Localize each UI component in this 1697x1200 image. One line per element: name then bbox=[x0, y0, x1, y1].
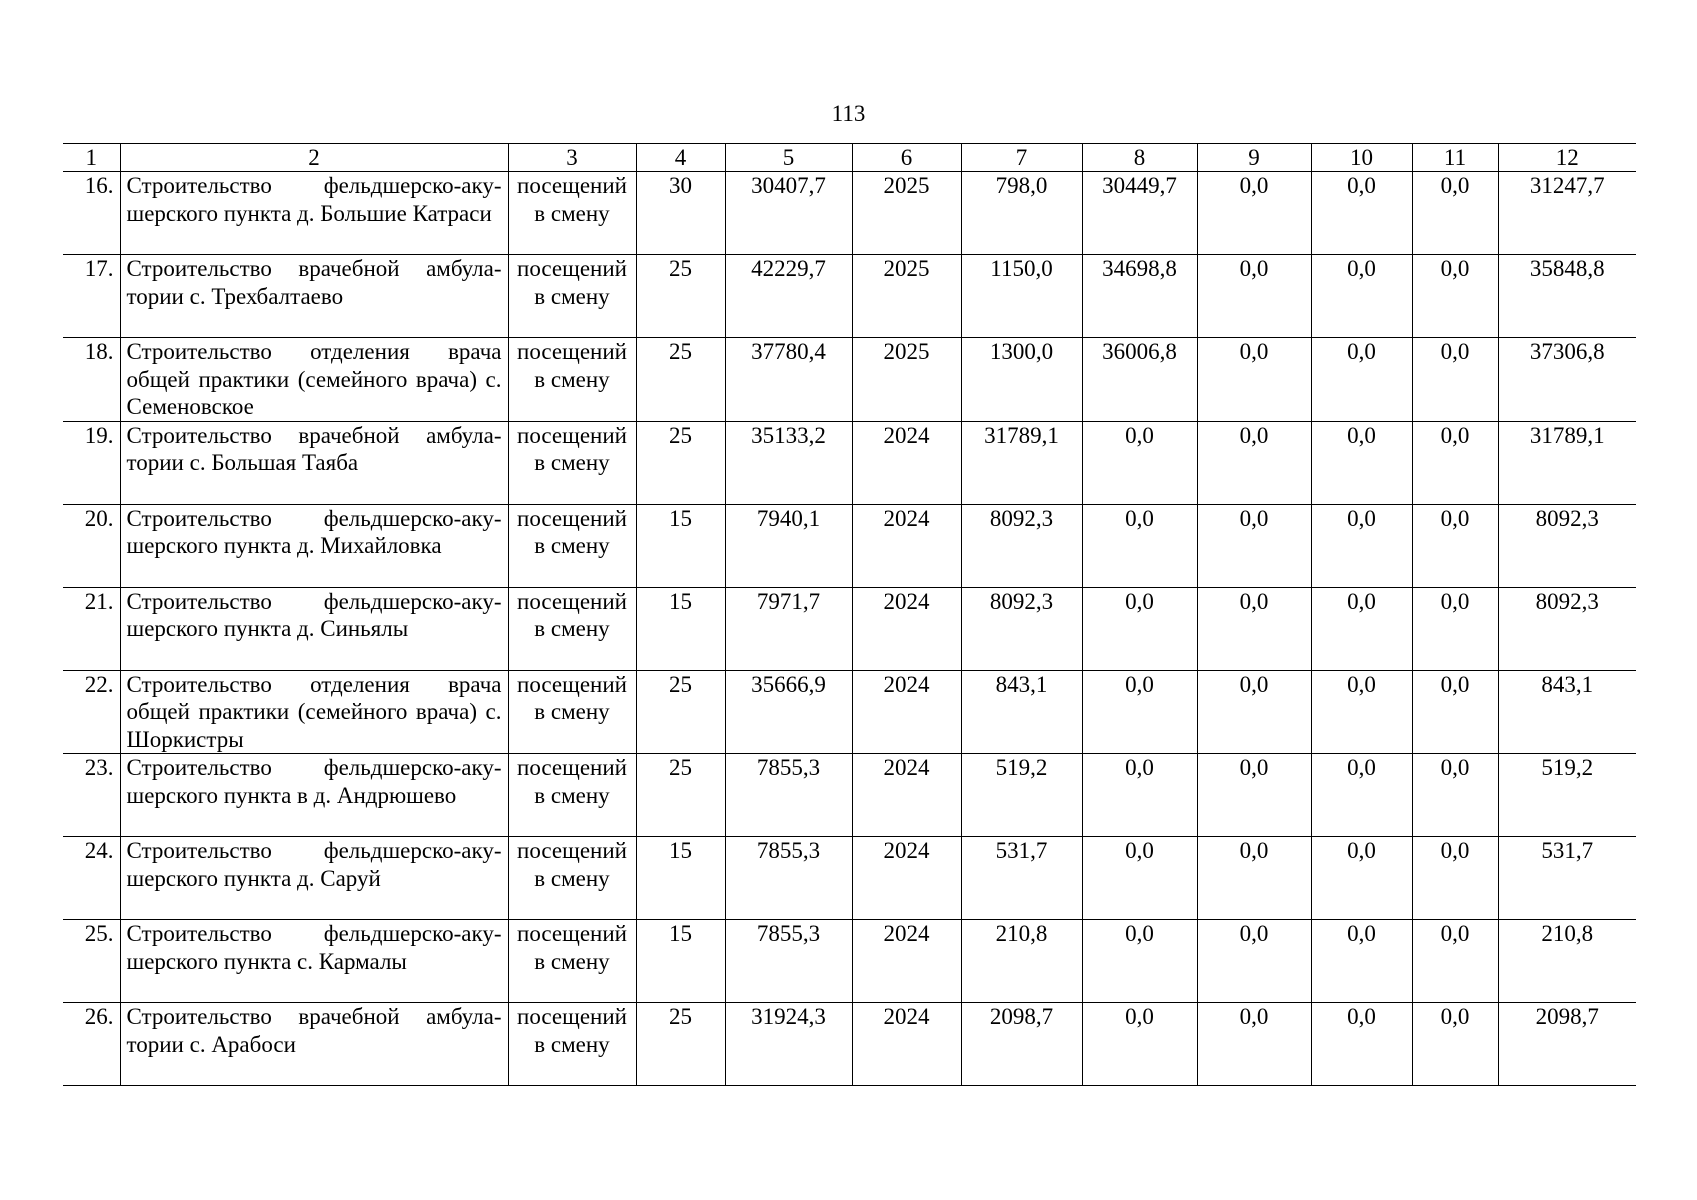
unit-cell: посещений в смену bbox=[508, 504, 636, 587]
column-number-header-row bbox=[63, 144, 1636, 172]
year-cell: 2024 bbox=[852, 754, 961, 837]
value-col9-cell: 0,0 bbox=[1197, 754, 1311, 837]
capacity-cell: 15 bbox=[636, 504, 725, 587]
table-row bbox=[63, 421, 1636, 504]
capacity-cell: 25 bbox=[636, 670, 725, 754]
table-row bbox=[63, 754, 1636, 837]
year-cell: 2024 bbox=[852, 504, 961, 587]
column-header: 4 bbox=[636, 144, 725, 172]
value-col8-cell: 0,0 bbox=[1082, 837, 1197, 920]
capacity-cell: 15 bbox=[636, 920, 725, 1003]
estimated-cost-cell: 30407,7 bbox=[725, 172, 852, 255]
value-col7-cell: 843,1 bbox=[961, 670, 1082, 754]
column-header: 8 bbox=[1082, 144, 1197, 172]
total-cell: 210,8 bbox=[1498, 920, 1636, 1003]
object-name-cell: Строительство врачебной амбулатории с. Большая Таяба bbox=[120, 421, 508, 504]
unit-cell: посещений в смену bbox=[508, 587, 636, 670]
value-col9-cell: 0,0 bbox=[1197, 504, 1311, 587]
estimated-cost-cell: 7855,3 bbox=[725, 754, 852, 837]
unit-cell: посещений в смену bbox=[508, 1003, 636, 1086]
value-col8-cell: 0,0 bbox=[1082, 587, 1197, 670]
value-col7-cell: 8092,3 bbox=[961, 587, 1082, 670]
value-col9-cell: 0,0 bbox=[1197, 920, 1311, 1003]
value-col7-cell: 8092,3 bbox=[961, 504, 1082, 587]
unit-cell: посещений в смену bbox=[508, 172, 636, 255]
capacity-cell: 15 bbox=[636, 587, 725, 670]
table-row bbox=[63, 670, 1636, 754]
page-number: 113 bbox=[831, 101, 866, 126]
total-cell: 2098,7 bbox=[1498, 1003, 1636, 1086]
value-col7-cell: 1150,0 bbox=[961, 255, 1082, 338]
object-name-cell: Строительство фельдшерско-акушерского пункта д. Саруй bbox=[120, 837, 508, 920]
year-cell: 2024 bbox=[852, 670, 961, 754]
object-name-cell: Строительство фельдшерско-акушерского пункта д. Михайловка bbox=[120, 504, 508, 587]
value-col9-cell: 0,0 bbox=[1197, 255, 1311, 338]
value-col11-cell: 0,0 bbox=[1412, 920, 1498, 1003]
value-col11-cell: 0,0 bbox=[1412, 172, 1498, 255]
value-col8-cell: 0,0 bbox=[1082, 504, 1197, 587]
row-number-cell: 25. bbox=[63, 920, 120, 1003]
value-col10-cell: 0,0 bbox=[1311, 421, 1412, 504]
value-col10-cell: 0,0 bbox=[1311, 754, 1412, 837]
total-cell: 31789,1 bbox=[1498, 421, 1636, 504]
column-header: 11 bbox=[1412, 144, 1498, 172]
table-row bbox=[63, 587, 1636, 670]
capacity-cell: 15 bbox=[636, 837, 725, 920]
value-col10-cell: 0,0 bbox=[1311, 255, 1412, 338]
value-col9-cell: 0,0 bbox=[1197, 172, 1311, 255]
row-number-cell: 20. bbox=[63, 504, 120, 587]
total-cell: 35848,8 bbox=[1498, 255, 1636, 338]
value-col8-cell: 0,0 bbox=[1082, 754, 1197, 837]
year-cell: 2025 bbox=[852, 255, 961, 338]
value-col11-cell: 0,0 bbox=[1412, 837, 1498, 920]
table-row bbox=[63, 255, 1636, 338]
row-number-cell: 24. bbox=[63, 837, 120, 920]
row-number-cell: 26. bbox=[63, 1003, 120, 1086]
value-col11-cell: 0,0 bbox=[1412, 587, 1498, 670]
year-cell: 2024 bbox=[852, 837, 961, 920]
value-col10-cell: 0,0 bbox=[1311, 587, 1412, 670]
value-col9-cell: 0,0 bbox=[1197, 587, 1311, 670]
value-col9-cell: 0,0 bbox=[1197, 338, 1311, 422]
capacity-cell: 25 bbox=[636, 421, 725, 504]
value-col11-cell: 0,0 bbox=[1412, 255, 1498, 338]
value-col7-cell: 798,0 bbox=[961, 172, 1082, 255]
value-col9-cell: 0,0 bbox=[1197, 670, 1311, 754]
data-table bbox=[63, 143, 1636, 1086]
value-col7-cell: 519,2 bbox=[961, 754, 1082, 837]
estimated-cost-cell: 7855,3 bbox=[725, 837, 852, 920]
object-name-cell: Строительство фельдшерско-акушерского пункта д. Большие Катраси bbox=[120, 172, 508, 255]
value-col11-cell: 0,0 bbox=[1412, 504, 1498, 587]
value-col8-cell: 0,0 bbox=[1082, 1003, 1197, 1086]
row-number-cell: 22. bbox=[63, 670, 120, 754]
unit-cell: посещений в смену bbox=[508, 754, 636, 837]
row-number-cell: 17. bbox=[63, 255, 120, 338]
value-col10-cell: 0,0 bbox=[1311, 670, 1412, 754]
value-col8-cell: 36006,8 bbox=[1082, 338, 1197, 422]
unit-cell: посещений в смену bbox=[508, 670, 636, 754]
value-col11-cell: 0,0 bbox=[1412, 421, 1498, 504]
object-name-cell: Строительство фельдшерско-акушерского пункта в д. Андрюшево bbox=[120, 754, 508, 837]
table-row bbox=[63, 338, 1636, 422]
column-header: 6 bbox=[852, 144, 961, 172]
row-number-cell: 19. bbox=[63, 421, 120, 504]
unit-cell: посещений в смену bbox=[508, 338, 636, 422]
table-row bbox=[63, 172, 1636, 255]
row-number-cell: 21. bbox=[63, 587, 120, 670]
value-col7-cell: 210,8 bbox=[961, 920, 1082, 1003]
capacity-cell: 25 bbox=[636, 255, 725, 338]
total-cell: 31247,7 bbox=[1498, 172, 1636, 255]
table-row bbox=[63, 920, 1636, 1003]
column-header: 3 bbox=[508, 144, 636, 172]
estimated-cost-cell: 35133,2 bbox=[725, 421, 852, 504]
table-row bbox=[63, 1003, 1636, 1086]
object-name-cell: Строительство фельдшерско-акушерского пункта с. Кармалы bbox=[120, 920, 508, 1003]
unit-cell: посещений в смену bbox=[508, 837, 636, 920]
year-cell: 2024 bbox=[852, 587, 961, 670]
object-name-cell: Строительство врачебной амбулатории с. Арабоси bbox=[120, 1003, 508, 1086]
value-col11-cell: 0,0 bbox=[1412, 1003, 1498, 1086]
column-header: 5 bbox=[725, 144, 852, 172]
total-cell: 37306,8 bbox=[1498, 338, 1636, 422]
value-col9-cell: 0,0 bbox=[1197, 837, 1311, 920]
object-name-cell: Строительство отделения врача общей практики (семейного врача) с. Семеновское bbox=[120, 338, 508, 422]
column-header: 10 bbox=[1311, 144, 1412, 172]
object-name-cell: Строительство отделения врача общей практики (семейного врача) с. Шоркистры bbox=[120, 670, 508, 754]
total-cell: 519,2 bbox=[1498, 754, 1636, 837]
value-col10-cell: 0,0 bbox=[1311, 172, 1412, 255]
value-col8-cell: 30449,7 bbox=[1082, 172, 1197, 255]
object-name-cell: Строительство врачебной амбулатории с. Трехбалтаево bbox=[120, 255, 508, 338]
row-number-cell: 18. bbox=[63, 338, 120, 422]
capacity-cell: 30 bbox=[636, 172, 725, 255]
value-col10-cell: 0,0 bbox=[1311, 837, 1412, 920]
total-cell: 8092,3 bbox=[1498, 504, 1636, 587]
column-header: 12 bbox=[1498, 144, 1636, 172]
estimated-cost-cell: 7855,3 bbox=[725, 920, 852, 1003]
value-col10-cell: 0,0 bbox=[1311, 338, 1412, 422]
unit-cell: посещений в смену bbox=[508, 920, 636, 1003]
estimated-cost-cell: 7971,7 bbox=[725, 587, 852, 670]
year-cell: 2024 bbox=[852, 920, 961, 1003]
value-col10-cell: 0,0 bbox=[1311, 920, 1412, 1003]
value-col9-cell: 0,0 bbox=[1197, 1003, 1311, 1086]
table-row bbox=[63, 504, 1636, 587]
year-cell: 2024 bbox=[852, 421, 961, 504]
total-cell: 531,7 bbox=[1498, 837, 1636, 920]
value-col11-cell: 0,0 bbox=[1412, 338, 1498, 422]
value-col8-cell: 0,0 bbox=[1082, 920, 1197, 1003]
year-cell: 2025 bbox=[852, 338, 961, 422]
year-cell: 2024 bbox=[852, 1003, 961, 1086]
column-header: 9 bbox=[1197, 144, 1311, 172]
capacity-cell: 25 bbox=[636, 1003, 725, 1086]
year-cell: 2025 bbox=[852, 172, 961, 255]
estimated-cost-cell: 42229,7 bbox=[725, 255, 852, 338]
estimated-cost-cell: 31924,3 bbox=[725, 1003, 852, 1086]
value-col8-cell: 0,0 bbox=[1082, 670, 1197, 754]
object-name-cell: Строительство фельдшерско-акушерского пункта д. Синьялы bbox=[120, 587, 508, 670]
value-col10-cell: 0,0 bbox=[1311, 504, 1412, 587]
column-header: 7 bbox=[961, 144, 1082, 172]
value-col8-cell: 34698,8 bbox=[1082, 255, 1197, 338]
row-number-cell: 16. bbox=[63, 172, 120, 255]
capacity-cell: 25 bbox=[636, 338, 725, 422]
value-col9-cell: 0,0 bbox=[1197, 421, 1311, 504]
estimated-cost-cell: 35666,9 bbox=[725, 670, 852, 754]
value-col7-cell: 2098,7 bbox=[961, 1003, 1082, 1086]
total-cell: 8092,3 bbox=[1498, 587, 1636, 670]
value-col11-cell: 0,0 bbox=[1412, 754, 1498, 837]
value-col10-cell: 0,0 bbox=[1311, 1003, 1412, 1086]
value-col7-cell: 31789,1 bbox=[961, 421, 1082, 504]
unit-cell: посещений в смену bbox=[508, 255, 636, 338]
column-header: 1 bbox=[63, 144, 120, 172]
estimated-cost-cell: 37780,4 bbox=[725, 338, 852, 422]
value-col11-cell: 0,0 bbox=[1412, 670, 1498, 754]
value-col8-cell: 0,0 bbox=[1082, 421, 1197, 504]
column-header: 2 bbox=[120, 144, 508, 172]
row-number-cell: 23. bbox=[63, 754, 120, 837]
total-cell: 843,1 bbox=[1498, 670, 1636, 754]
capacity-cell: 25 bbox=[636, 754, 725, 837]
unit-cell: посещений в смену bbox=[508, 421, 636, 504]
value-col7-cell: 531,7 bbox=[961, 837, 1082, 920]
estimated-cost-cell: 7940,1 bbox=[725, 504, 852, 587]
value-col7-cell: 1300,0 bbox=[961, 338, 1082, 422]
table-row bbox=[63, 837, 1636, 920]
